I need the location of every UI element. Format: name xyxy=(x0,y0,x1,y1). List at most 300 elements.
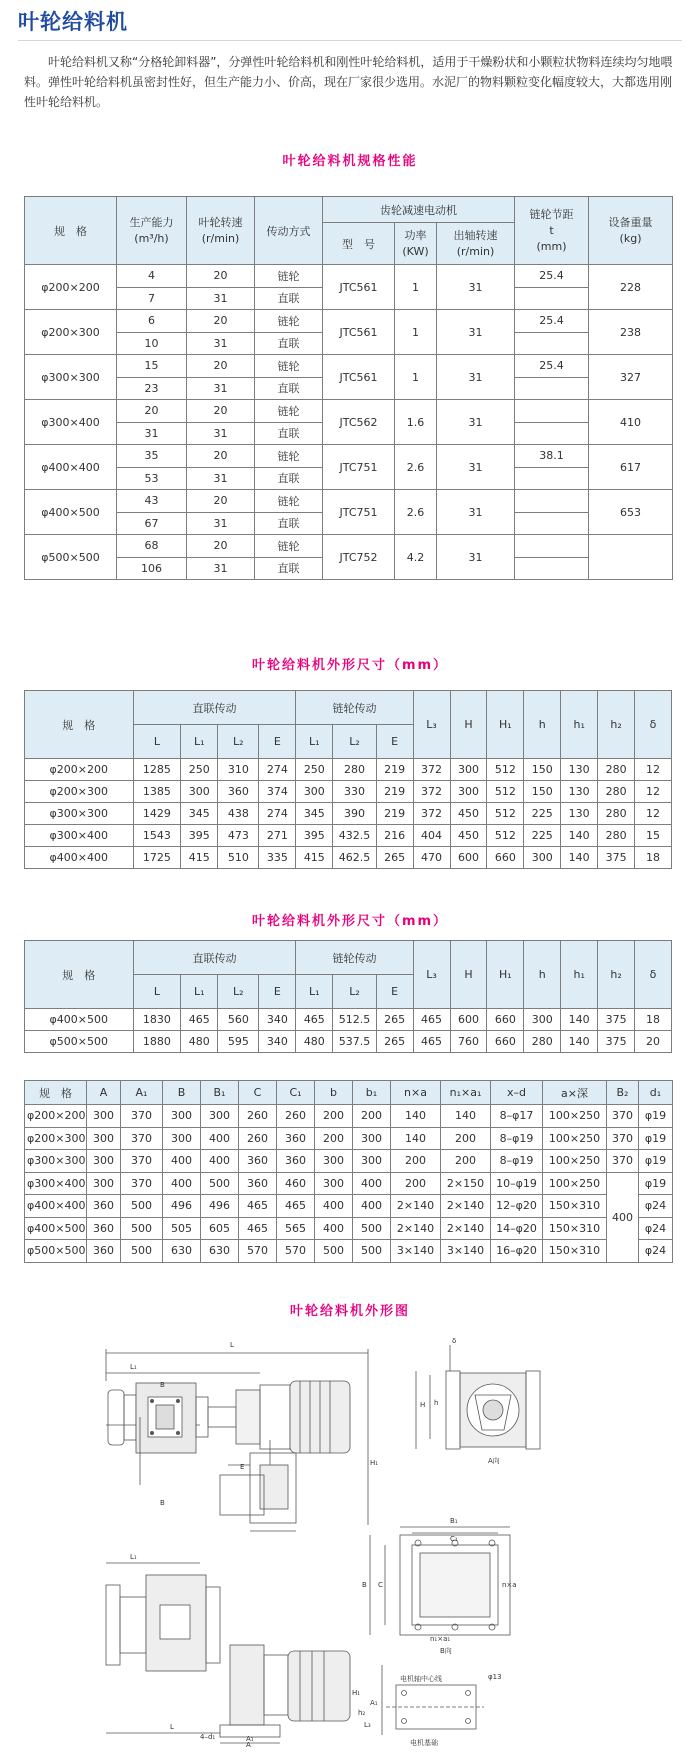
value-cell: 150×310 xyxy=(543,1217,607,1240)
dim-label-l: L xyxy=(230,1341,234,1349)
drive-cell: 链轮 xyxy=(255,310,323,333)
weight-cell: 653 xyxy=(589,490,673,535)
dim-label-h-small: h xyxy=(434,1399,439,1407)
value-cell: 450 xyxy=(450,803,487,825)
output-speed-cell: 31 xyxy=(437,265,515,310)
col-header: L₂ xyxy=(333,725,376,759)
value-cell: 400 xyxy=(315,1195,353,1218)
value-cell: 404 xyxy=(413,825,450,847)
table-row xyxy=(25,759,672,781)
value-cell: 140 xyxy=(561,1009,598,1031)
value-cell: 465 xyxy=(239,1195,277,1218)
value-cell: 200 xyxy=(353,1105,391,1128)
col-header: A₁ xyxy=(121,1081,163,1105)
pitch-cell xyxy=(515,400,589,423)
col-header: L xyxy=(133,725,181,759)
value-cell: 8–φ17 xyxy=(491,1105,543,1128)
col-header: n×a xyxy=(391,1081,441,1105)
value-cell: 500 xyxy=(121,1240,163,1263)
weight-cell xyxy=(589,535,673,580)
dim-label-l1-front: L₁ xyxy=(130,1553,137,1561)
value-cell: 219 xyxy=(376,759,413,781)
value-cell: φ24 xyxy=(639,1195,673,1218)
spec-cell: φ400×500 xyxy=(25,1009,134,1031)
value-cell: 150×310 xyxy=(543,1195,607,1218)
table-row xyxy=(25,310,673,333)
value-cell: 300 xyxy=(315,1172,353,1195)
col-header: 规 格 xyxy=(25,1081,87,1105)
front-view xyxy=(106,1563,350,1743)
col-header: L₃ xyxy=(413,941,450,1009)
value-cell: 100×250 xyxy=(543,1105,607,1128)
spec-cell: φ300×300 xyxy=(25,355,117,400)
value-cell: 274 xyxy=(259,803,296,825)
rotor-speed-cell: 31 xyxy=(187,332,255,355)
pitch-cell xyxy=(515,377,589,400)
spec-cell: φ400×500 xyxy=(25,490,117,535)
output-speed-cell: 31 xyxy=(437,400,515,445)
rotor-speed-cell: 20 xyxy=(187,310,255,333)
rotor-speed-cell: 31 xyxy=(187,467,255,490)
col-spec: 规 格 xyxy=(25,691,134,759)
col-header: h xyxy=(524,941,561,1009)
value-cell: 265 xyxy=(376,1031,413,1053)
spec-cell: φ400×400 xyxy=(25,847,134,869)
value-cell: 500 xyxy=(121,1217,163,1240)
table-row xyxy=(25,400,673,423)
capacity-cell: 7 xyxy=(117,287,187,310)
drive-cell: 链轮 xyxy=(255,355,323,378)
spec-cell: φ300×400 xyxy=(25,1172,87,1195)
pitch-cell xyxy=(515,287,589,310)
value-cell: 300 xyxy=(181,781,218,803)
value-cell: 200 xyxy=(441,1127,491,1150)
col-header: C xyxy=(239,1081,277,1105)
value-cell: 200 xyxy=(391,1150,441,1173)
value-cell: 496 xyxy=(163,1195,201,1218)
value-cell: 310 xyxy=(218,759,259,781)
spec-cell: φ200×300 xyxy=(25,310,117,355)
dim-label-b: B xyxy=(160,1381,165,1389)
col-header: h₂ xyxy=(598,691,635,759)
dim-label-e: E xyxy=(240,1463,245,1471)
drive-cell: 直联 xyxy=(255,512,323,535)
value-cell: 500 xyxy=(353,1240,391,1263)
value-cell: 150 xyxy=(524,759,561,781)
capacity-cell: 43 xyxy=(117,490,187,513)
col-header: L₂ xyxy=(333,975,376,1009)
title-divider xyxy=(18,40,682,41)
col-header: B xyxy=(163,1081,201,1105)
col-group-chain: 链轮传动 xyxy=(296,691,413,725)
motor-axis-label: 电机轴中心线 xyxy=(400,1675,442,1683)
spec-performance-table xyxy=(24,196,673,580)
value-cell: 390 xyxy=(333,803,376,825)
value-cell: 2×140 xyxy=(391,1195,441,1218)
value-cell: 300 xyxy=(87,1150,121,1173)
value-cell: 2×140 xyxy=(441,1195,491,1218)
value-cell: 225 xyxy=(524,803,561,825)
drive-cell: 链轮 xyxy=(255,490,323,513)
value-cell: φ24 xyxy=(639,1240,673,1263)
value-cell: 375 xyxy=(598,1009,635,1031)
pitch-cell xyxy=(515,467,589,490)
dim-label-a1: A₁ xyxy=(246,1735,254,1743)
table2-title: 叶轮给料机外形尺寸（mm） xyxy=(251,658,449,673)
dimension-table-1 xyxy=(24,690,672,869)
table-row xyxy=(25,1150,673,1173)
col-group-direct: 直联传动 xyxy=(133,691,296,725)
spec-cell: φ500×500 xyxy=(25,535,117,580)
rotor-speed-cell: 31 xyxy=(187,512,255,535)
spec-cell: φ400×400 xyxy=(25,1195,87,1218)
dim-label-b-plan: B xyxy=(362,1581,367,1589)
table-row xyxy=(25,1105,673,1128)
value-cell: 1385 xyxy=(133,781,181,803)
drive-cell: 直联 xyxy=(255,422,323,445)
col-motor-group: 齿轮减速电动机 xyxy=(323,197,515,223)
b2-cell: 370 xyxy=(607,1127,639,1150)
value-cell: 15 xyxy=(635,825,672,847)
power-cell: 4.2 xyxy=(395,535,437,580)
value-cell: 370 xyxy=(121,1172,163,1195)
value-cell: 18 xyxy=(635,1009,672,1031)
rotor-speed-cell: 20 xyxy=(187,400,255,423)
model-cell: JTC752 xyxy=(323,535,395,580)
value-cell: 510 xyxy=(218,847,259,869)
output-speed-cell: 31 xyxy=(437,445,515,490)
value-cell: 372 xyxy=(413,803,450,825)
drive-cell: 直联 xyxy=(255,287,323,310)
table1-title: 叶轮给料机规格性能 xyxy=(282,154,418,169)
value-cell: 300 xyxy=(163,1105,201,1128)
col-header: L₁ xyxy=(181,975,218,1009)
col-rotor-speed: 叶轮转速 (r/min) xyxy=(187,197,255,265)
power-cell: 1 xyxy=(395,310,437,355)
capacity-cell: 4 xyxy=(117,265,187,288)
value-cell: 415 xyxy=(181,847,218,869)
value-cell: 570 xyxy=(277,1240,315,1263)
value-cell: 360 xyxy=(277,1150,315,1173)
output-speed-cell: 31 xyxy=(437,535,515,580)
pitch-cell: 38.1 xyxy=(515,445,589,468)
value-cell: 16–φ20 xyxy=(491,1240,543,1263)
drive-cell: 直联 xyxy=(255,557,323,580)
value-cell: 470 xyxy=(413,847,450,869)
pitch-cell: 25.4 xyxy=(515,310,589,333)
col-header: L₂ xyxy=(218,975,259,1009)
value-cell: 1285 xyxy=(133,759,181,781)
rotor-speed-cell: 20 xyxy=(187,265,255,288)
col-group-direct: 直联传动 xyxy=(133,941,296,975)
value-cell: 400 xyxy=(315,1217,353,1240)
output-speed-cell: 31 xyxy=(437,310,515,355)
table-row xyxy=(25,355,673,378)
value-cell: 360 xyxy=(87,1240,121,1263)
table-row xyxy=(25,825,672,847)
value-cell: 605 xyxy=(201,1217,239,1240)
spec-cell: φ300×300 xyxy=(25,803,134,825)
value-cell: 660 xyxy=(487,1031,524,1053)
value-cell: 512 xyxy=(487,825,524,847)
col-model: 型 号 xyxy=(323,223,395,265)
value-cell: 374 xyxy=(259,781,296,803)
value-cell: 140 xyxy=(391,1127,441,1150)
value-cell: 271 xyxy=(259,825,296,847)
value-cell: 140 xyxy=(561,825,598,847)
plan-view-b xyxy=(370,1527,510,1635)
table-row xyxy=(25,847,672,869)
table-row xyxy=(25,445,673,468)
capacity-cell: 35 xyxy=(117,445,187,468)
value-cell: 400 xyxy=(201,1150,239,1173)
value-cell: 300 xyxy=(524,847,561,869)
value-cell: 400 xyxy=(201,1127,239,1150)
value-cell: 360 xyxy=(218,781,259,803)
value-cell: 3×140 xyxy=(441,1240,491,1263)
value-cell: 2×150 xyxy=(441,1172,491,1195)
col-header: h xyxy=(524,691,561,759)
value-cell: 300 xyxy=(315,1150,353,1173)
page-title: 叶轮给料机 xyxy=(18,10,128,34)
col-header: b₁ xyxy=(353,1081,391,1105)
dim-label-a1-base: A₁ xyxy=(370,1699,378,1707)
value-cell: 400 xyxy=(353,1172,391,1195)
value-cell: 340 xyxy=(259,1031,296,1053)
value-cell: 130 xyxy=(561,803,598,825)
drive-cell: 链轮 xyxy=(255,400,323,423)
rotor-speed-cell: 20 xyxy=(187,355,255,378)
value-cell: 225 xyxy=(524,825,561,847)
value-cell: 372 xyxy=(413,759,450,781)
value-cell: 505 xyxy=(163,1217,201,1240)
value-cell: 12 xyxy=(635,803,672,825)
col-header: H₁ xyxy=(487,941,524,1009)
value-cell: 465 xyxy=(413,1009,450,1031)
table-row xyxy=(25,490,673,513)
col-power: 功率 (KW) xyxy=(395,223,437,265)
value-cell: 512 xyxy=(487,803,524,825)
table-row xyxy=(25,781,672,803)
value-cell: 100×250 xyxy=(543,1127,607,1150)
power-cell: 1.6 xyxy=(395,400,437,445)
value-cell: 18 xyxy=(635,847,672,869)
spec-cell: φ300×400 xyxy=(25,825,134,847)
dim-label-a: A xyxy=(246,1741,251,1747)
value-cell: 496 xyxy=(201,1195,239,1218)
capacity-cell: 15 xyxy=(117,355,187,378)
value-cell: 300 xyxy=(87,1172,121,1195)
value-cell: φ19 xyxy=(639,1150,673,1173)
col-header: E xyxy=(376,975,413,1009)
value-cell: 415 xyxy=(296,847,333,869)
dim-label-b1: B₁ xyxy=(450,1517,458,1525)
model-cell: JTC561 xyxy=(323,355,395,400)
table-row xyxy=(25,535,673,558)
value-cell: 360 xyxy=(239,1150,277,1173)
model-cell: JTC751 xyxy=(323,445,395,490)
value-cell: 300 xyxy=(201,1105,239,1128)
dim-label-delta: δ xyxy=(452,1337,457,1345)
value-cell: 537.5 xyxy=(333,1031,376,1053)
drive-cell: 直联 xyxy=(255,467,323,490)
value-cell: 460 xyxy=(277,1172,315,1195)
col-header: L₃ xyxy=(413,691,450,759)
value-cell: 400 xyxy=(163,1150,201,1173)
value-cell: 345 xyxy=(296,803,333,825)
rotor-speed-cell: 31 xyxy=(187,422,255,445)
value-cell: 560 xyxy=(218,1009,259,1031)
spec-cell: φ500×500 xyxy=(25,1240,87,1263)
value-cell: 280 xyxy=(598,781,635,803)
value-cell: 1830 xyxy=(133,1009,181,1031)
value-cell: 375 xyxy=(598,1031,635,1053)
spec-cell: φ200×200 xyxy=(25,1105,87,1128)
capacity-cell: 20 xyxy=(117,400,187,423)
col-header: B₁ xyxy=(201,1081,239,1105)
col-spec: 规 格 xyxy=(25,941,134,1009)
value-cell: 595 xyxy=(218,1031,259,1053)
spec-cell: φ200×300 xyxy=(25,1127,87,1150)
side-view-a xyxy=(416,1345,540,1449)
value-cell: 12 xyxy=(635,759,672,781)
output-speed-cell: 31 xyxy=(437,355,515,400)
motor-base-label: 电机基础 xyxy=(410,1739,438,1747)
table-row xyxy=(25,265,673,288)
model-cell: JTC561 xyxy=(323,310,395,355)
b2-merged-cell: 400 xyxy=(607,1172,639,1262)
value-cell: 265 xyxy=(376,847,413,869)
pitch-cell: 25.4 xyxy=(515,355,589,378)
value-cell: 462.5 xyxy=(333,847,376,869)
value-cell: 760 xyxy=(450,1031,487,1053)
spec-cell: φ200×200 xyxy=(25,759,134,781)
value-cell: 3×140 xyxy=(391,1240,441,1263)
value-cell: 2×140 xyxy=(391,1217,441,1240)
value-cell: 265 xyxy=(376,1009,413,1031)
spec-cell: φ200×300 xyxy=(25,781,134,803)
spec-cell: φ300×300 xyxy=(25,1150,87,1173)
value-cell: 140 xyxy=(391,1105,441,1128)
outline-drawing xyxy=(100,1335,660,1747)
col-header: δ xyxy=(635,941,672,1009)
rotor-speed-cell: 20 xyxy=(187,445,255,468)
value-cell: 600 xyxy=(450,1009,487,1031)
rotor-speed-cell: 31 xyxy=(187,557,255,580)
drive-cell: 链轮 xyxy=(255,445,323,468)
value-cell: 12–φ20 xyxy=(491,1195,543,1218)
col-pitch: 链轮节距 t (mm) xyxy=(515,197,589,265)
value-cell: 300 xyxy=(524,1009,561,1031)
value-cell: 140 xyxy=(561,1031,598,1053)
value-cell: 14–φ20 xyxy=(491,1217,543,1240)
dim-label-h1: H₁ xyxy=(370,1459,379,1467)
weight-cell: 327 xyxy=(589,355,673,400)
value-cell: 335 xyxy=(259,847,296,869)
value-cell: 280 xyxy=(598,803,635,825)
capacity-cell: 106 xyxy=(117,557,187,580)
table-row xyxy=(25,1009,672,1031)
capacity-cell: 68 xyxy=(117,535,187,558)
col-header: h₁ xyxy=(561,691,598,759)
spec-cell: φ300×400 xyxy=(25,400,117,445)
col-header: H₁ xyxy=(487,691,524,759)
value-cell: 370 xyxy=(121,1150,163,1173)
pitch-cell xyxy=(515,422,589,445)
col-header: h₂ xyxy=(598,941,635,1009)
col-header: x–d xyxy=(491,1081,543,1105)
weight-cell: 617 xyxy=(589,445,673,490)
value-cell: 500 xyxy=(201,1172,239,1195)
dim-label-l-front: L xyxy=(170,1723,174,1731)
table-row xyxy=(25,1031,672,1053)
drive-cell: 链轮 xyxy=(255,535,323,558)
value-cell: 300 xyxy=(450,759,487,781)
value-cell: 465 xyxy=(296,1009,333,1031)
col-header: L₁ xyxy=(296,975,333,1009)
value-cell: 280 xyxy=(598,825,635,847)
value-cell: 570 xyxy=(239,1240,277,1263)
value-cell: 250 xyxy=(181,759,218,781)
power-cell: 1 xyxy=(395,355,437,400)
flange-dimension-table xyxy=(24,1080,673,1263)
value-cell: 370 xyxy=(121,1105,163,1128)
spec-cell: φ200×200 xyxy=(25,265,117,310)
value-cell: 140 xyxy=(441,1105,491,1128)
value-cell: 375 xyxy=(598,847,635,869)
power-cell: 2.6 xyxy=(395,490,437,535)
model-cell: JTC561 xyxy=(323,265,395,310)
value-cell: 1543 xyxy=(133,825,181,847)
value-cell: 465 xyxy=(239,1217,277,1240)
table-row xyxy=(25,1127,673,1150)
value-cell: 219 xyxy=(376,781,413,803)
col-group-chain: 链轮传动 xyxy=(296,941,413,975)
value-cell: 340 xyxy=(259,1009,296,1031)
value-cell: 280 xyxy=(333,759,376,781)
col-header: h₁ xyxy=(561,941,598,1009)
rotor-speed-cell: 31 xyxy=(187,377,255,400)
weight-cell: 228 xyxy=(589,265,673,310)
col-spec: 规 格 xyxy=(25,197,117,265)
value-cell: 280 xyxy=(524,1031,561,1053)
table-row xyxy=(25,1240,673,1263)
capacity-cell: 10 xyxy=(117,332,187,355)
value-cell: 565 xyxy=(277,1217,315,1240)
dim-label-l3: L₃ xyxy=(364,1721,371,1729)
value-cell: 274 xyxy=(259,759,296,781)
table3-title: 叶轮给料机外形尺寸（mm） xyxy=(251,914,449,929)
weight-cell: 410 xyxy=(589,400,673,445)
value-cell: φ19 xyxy=(639,1172,673,1195)
value-cell: 345 xyxy=(181,803,218,825)
value-cell: 630 xyxy=(201,1240,239,1263)
capacity-cell: 31 xyxy=(117,422,187,445)
value-cell: φ19 xyxy=(639,1105,673,1128)
drawing-title: 叶轮给料机外形图 xyxy=(289,1304,410,1319)
value-cell: 372 xyxy=(413,781,450,803)
value-cell: 1725 xyxy=(133,847,181,869)
pitch-cell xyxy=(515,332,589,355)
pitch-cell xyxy=(515,557,589,580)
value-cell: 360 xyxy=(239,1172,277,1195)
spec-cell: φ500×500 xyxy=(25,1031,134,1053)
view-label-a: A向 xyxy=(488,1457,500,1465)
drive-cell: 直联 xyxy=(255,332,323,355)
value-cell: 370 xyxy=(121,1127,163,1150)
value-cell: 140 xyxy=(561,847,598,869)
value-cell: 100×250 xyxy=(543,1172,607,1195)
